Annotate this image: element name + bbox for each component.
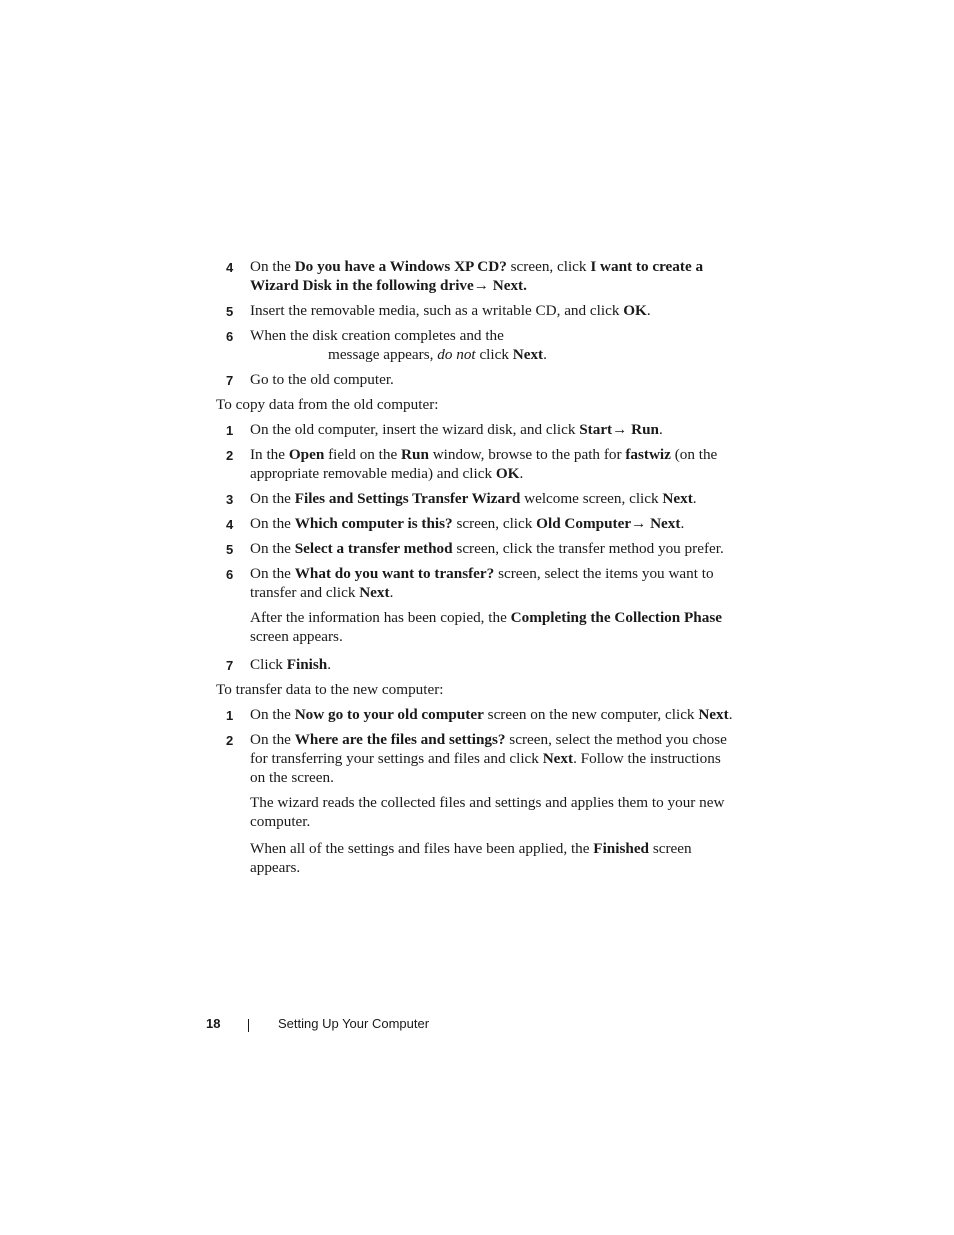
step-b-4: 4 On the Which computer is this? screen, click Old Computer→ Next. <box>226 515 685 532</box>
page-body <box>216 257 736 883</box>
footer-separator <box>248 1019 249 1032</box>
step-number: 6 <box>226 329 234 344</box>
step-a-7: 7 Go to the old computer. <box>226 371 394 388</box>
step-number: 7 <box>226 658 234 673</box>
step-number: 1 <box>226 423 234 438</box>
section-title: Setting Up Your Computer <box>278 1016 430 1031</box>
step-number: 3 <box>226 492 234 507</box>
intro-old-computer: To copy data from the old computer: <box>216 396 439 413</box>
step-number: 4 <box>226 260 234 275</box>
step-number: 5 <box>226 542 234 557</box>
step-b-1: 1 On the old computer, insert the wizard disk, and click Start→ Run. <box>226 421 663 438</box>
step-number: 2 <box>226 448 234 463</box>
step-number: 6 <box>226 567 234 582</box>
step-b-7: 7 Click Finish. <box>226 656 332 673</box>
step-number: 2 <box>226 733 234 748</box>
page-number: 18 <box>206 1016 221 1031</box>
step-b-6: 6 On the What do you want to transfer? screen, select the items you want to transfer and click Next. After the information has been copied, the Completing the Collection Phase screen appears. <box>216 564 736 646</box>
step-b-3: 3 On the Files and Settings Transfer Wizard welcome screen, click Next. <box>226 490 697 507</box>
step-number: 1 <box>226 708 234 723</box>
step-a-5: 5 Insert the removable media, such as a writable CD, and click OK. <box>226 302 651 319</box>
step-c-1: 1 On the Now go to your old computer screen on the new computer, click Next. <box>226 706 733 723</box>
step-number: 5 <box>226 304 234 319</box>
step-note: After the information has been copied, the Completing the Collection Phase screen appears. <box>250 609 722 645</box>
step-c-2: 2 On the Where are the files and settings? screen, select the method you chose for transferring your settings and files and click Next. Follow the instructions on the screen. The wizard reads the collected files and settings and applies them to your new computer. When all of the settings and files have been applied, the Finished screen appears. <box>216 730 736 877</box>
step-note: The wizard reads the collected files and settings and applies them to your new computer. <box>250 794 725 830</box>
step-a-4: 4 On the Do you have a Windows XP CD? screen, click I want to create a Wizard Disk in the following drive→ Next. <box>226 258 704 294</box>
step-b-5: 5 On the Select a transfer method screen, click the transfer method you prefer. <box>226 540 724 557</box>
step-b-2: 2 In the Open field on the Run window, browse to the path for fastwiz (on the appropriate removable media) and click OK. <box>226 446 718 482</box>
step-number: 7 <box>226 373 234 388</box>
step-note: When all of the settings and files have been applied, the Finished screen appears. <box>250 840 692 876</box>
intro-new-computer: To transfer data to the new computer: <box>216 681 444 698</box>
step-a-6: 6 When the disk creation completes and the message appears, do not click Next. <box>226 327 547 363</box>
step-number: 4 <box>226 517 234 532</box>
